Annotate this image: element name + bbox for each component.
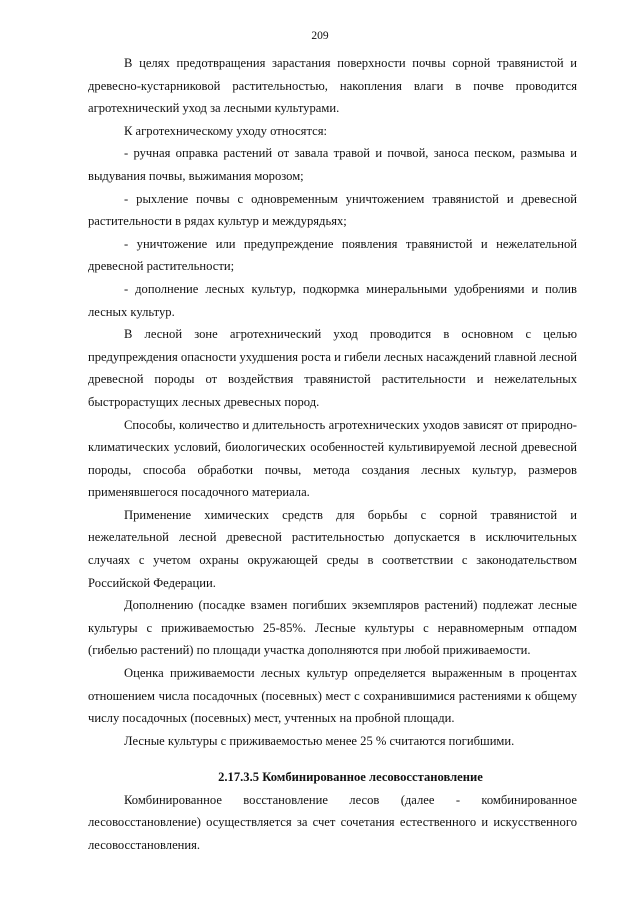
paragraph-list-heading: К агротехническому уходу относятся: [124, 123, 328, 138]
page-number: 209 [311, 30, 329, 42]
section-paragraph: Комбинированное восстановление лесов (далее - комбинированное лесовосстановление) осуществляется за счет сочетания естественного и искусственного лесовосстановления. [88, 792, 577, 852]
paragraph-methods: Способы, количество и длительность агротехнических уходов зависят от природно-климатических условий, биологических особенностей культивируемой лесной древесной породы, способа обработки почвы, метода создания лесных культур, размеров применявшегося посадочного материала. [88, 417, 577, 500]
list-item-weed-destruction: - уничтожение или предупреждение появления травянистой и нежелательной древесной растительности; [88, 236, 577, 274]
paragraph-supplementing-rules: Дополнению (посадке взамен погибших экземпляров растений) подлежат лесные культуры с приживаемостью 25-85%. Лесные культуры с неравномерным отпадом (гибелью растений) по площади участка дополняются при любой приживаемости. [88, 598, 577, 658]
paragraph-dead-cultures: Лесные культуры с приживаемостью менее 25 % считаются погибшими. [124, 733, 515, 748]
paragraph-chemicals: Применение химических средств для борьбы с сорной травянистой и нежелательной лесной древесной растительностью допускается в исключительных случаях с учетом охраны окружающей среды в соответствии с законодательством Российской Федерации. [88, 507, 577, 590]
paragraph-forest-zone: В лесной зоне агротехнический уход проводится в основном с целью предупреждения опасности ухудшения роста и гибели лесных насаждений главной лесной древесной породы от воздействия травянистой растительности и нежелательных быстрорастущих лесных древесных пород. [88, 327, 577, 409]
section-block [88, 766, 577, 856]
section-heading: 2.17.3.5 Комбинированное лесовосстановление [218, 770, 483, 784]
paragraph-survival-assessment: Оценка приживаемости лесных культур определяется выраженным в процентах отношением числа посадочных (посевных) мест с сохранившимися растениями к общему числу посадочных (посевных) мест, учтенных на пробной площади. [88, 666, 577, 726]
paragraph-intro: В целях предотвращения зарастания поверхности почвы сорной травянистой и древесно-кустарниковой растительностью, накопления влаги в почве проводится агротехнический уход за лесными культурами. [88, 56, 577, 116]
list-item-supplementing: - дополнение лесных культур, подкормка минеральными удобрениями и полив лесных культур. [88, 281, 577, 319]
body-text [88, 52, 577, 752]
list-item-manual-clearing: - ручная оправка растений от завала травой и почвой, заноса песком, размыва и выдувания почвы, выжимания морозом; [88, 146, 577, 183]
list-item-loosening: - рыхление почвы с одновременным уничтожением травянистой и древесной растительности в рядах культур и междурядьях; [88, 191, 577, 229]
